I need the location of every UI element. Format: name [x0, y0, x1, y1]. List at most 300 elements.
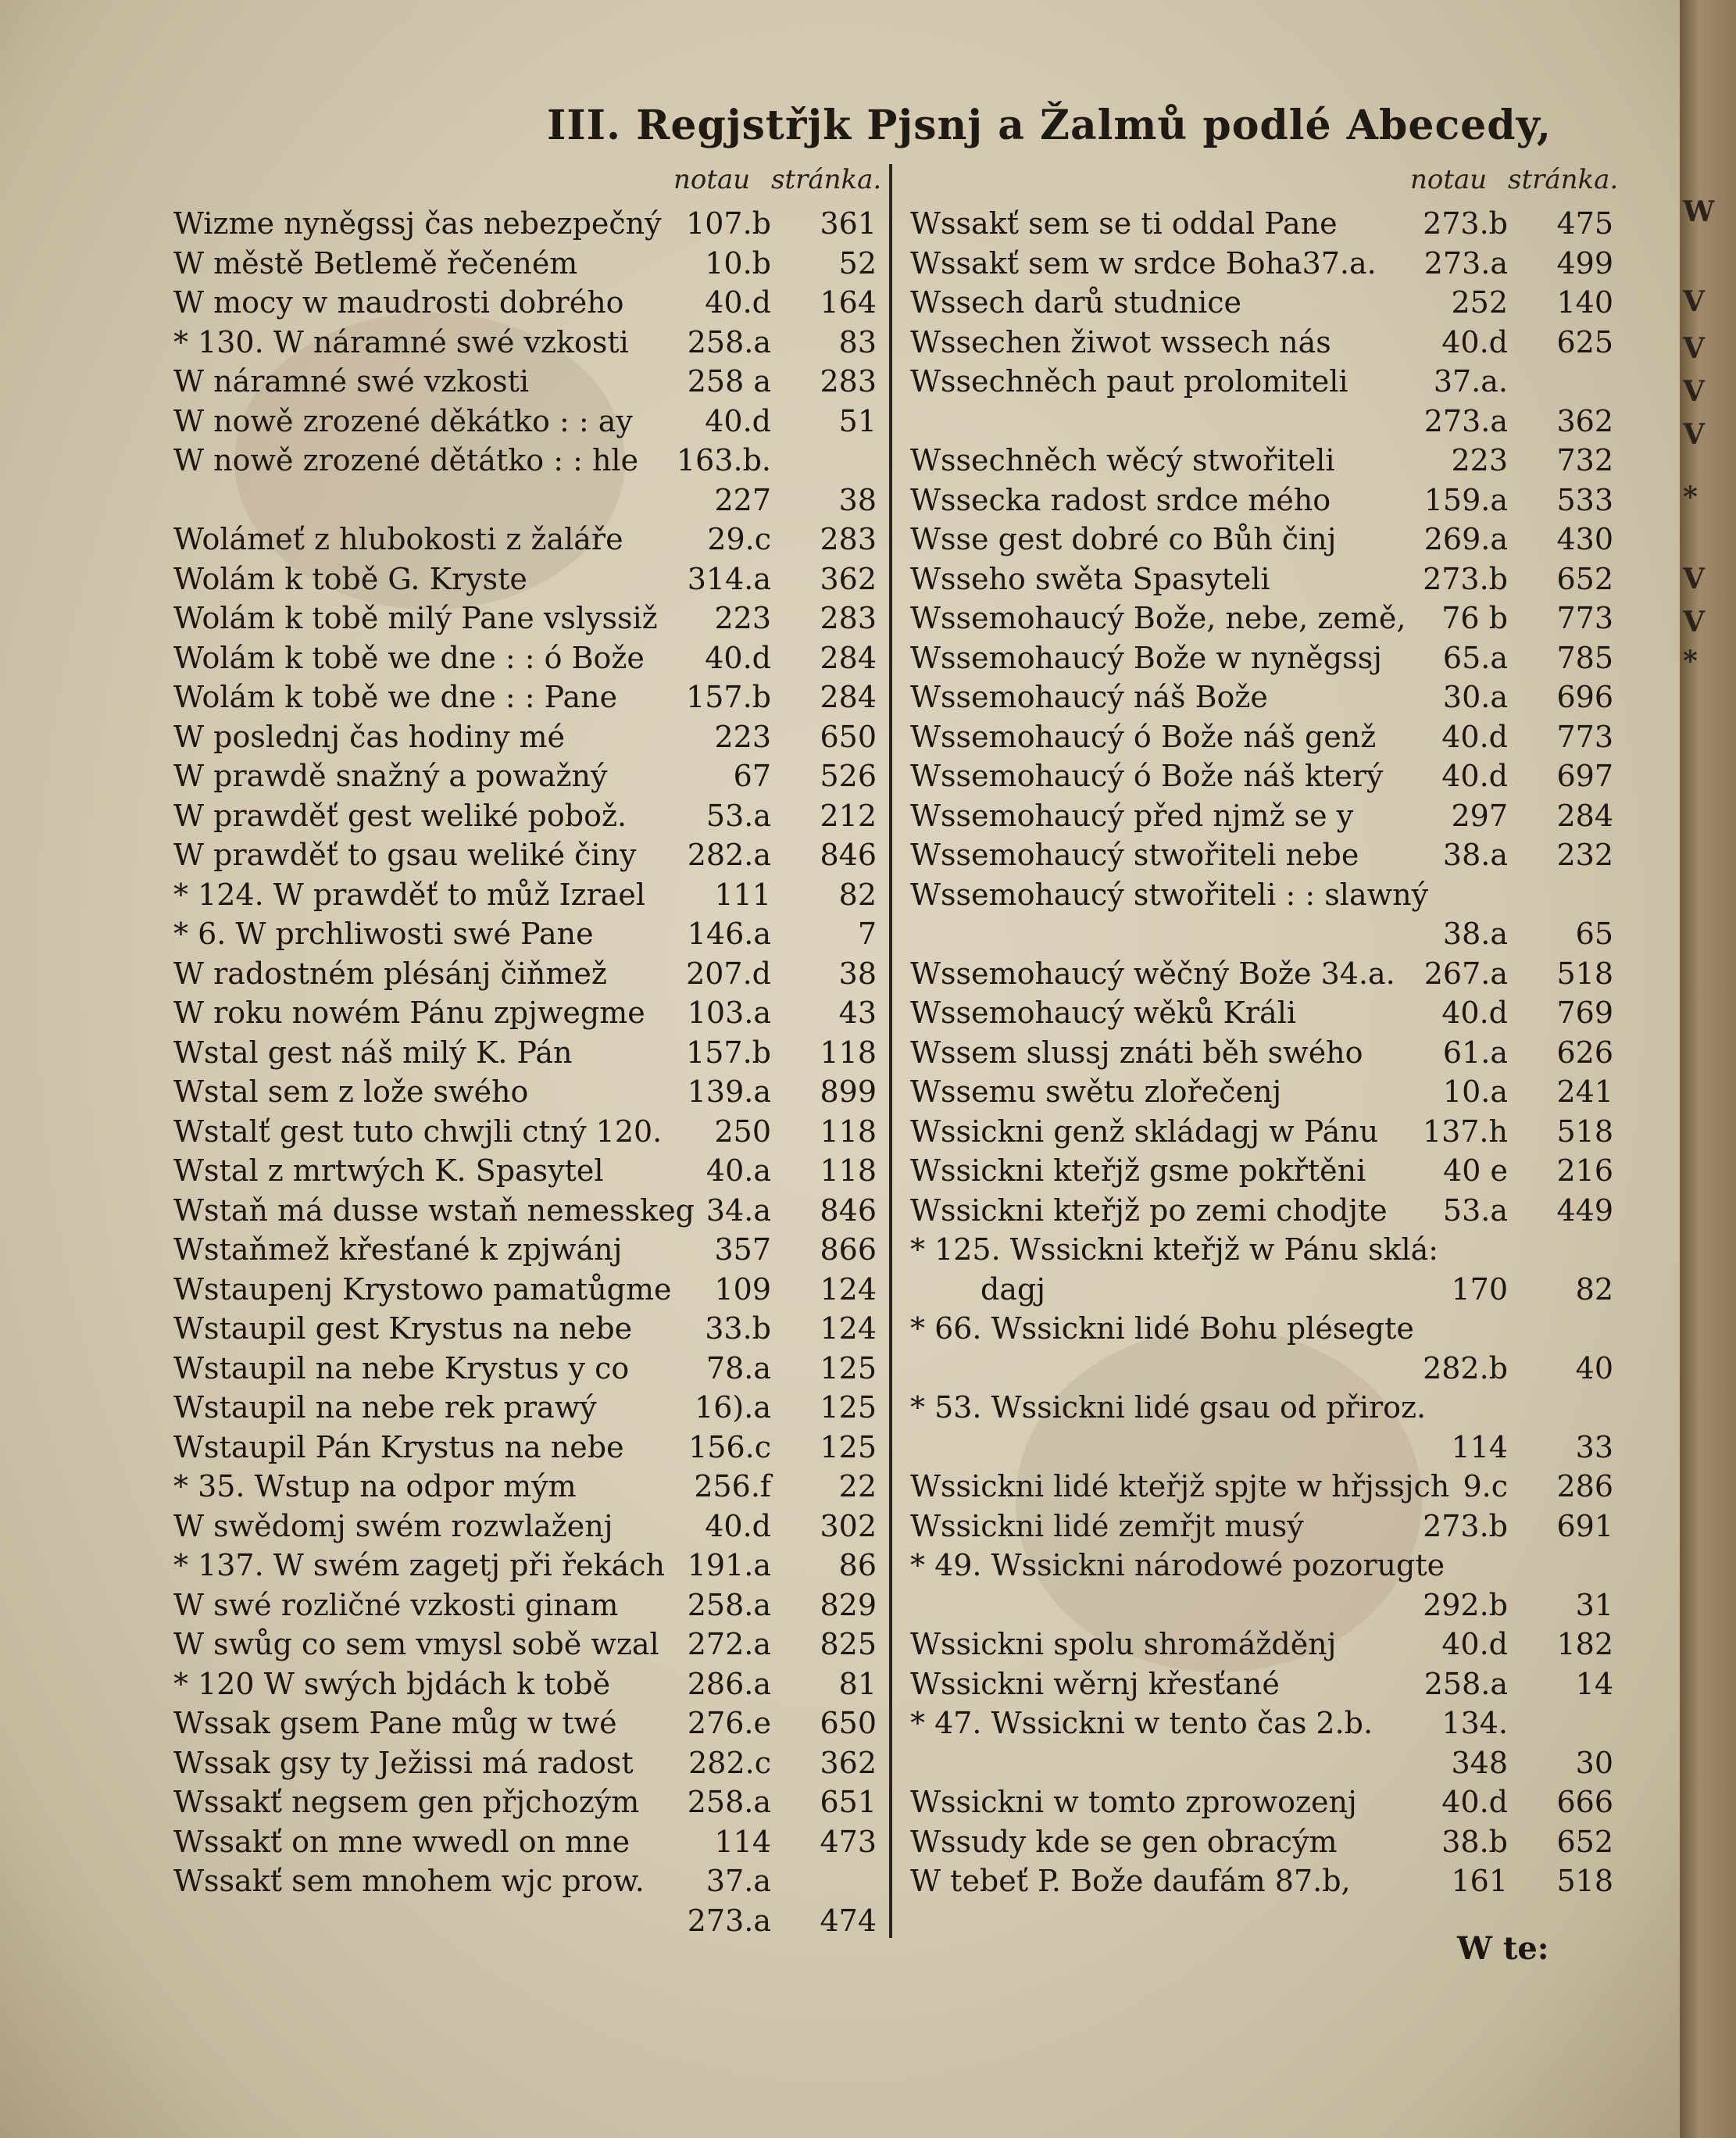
page-number: 650	[820, 719, 877, 754]
hymn-title: Wolám k tobě milý Pane vslyssiž	[173, 601, 658, 635]
hymn-title: * 124. W prawděť to můž Izrael	[173, 877, 646, 912]
hymn-title: Wstaupil Pán Krystus na nebe	[173, 1429, 624, 1464]
left-entries	[173, 203, 892, 1940]
page-number: 22	[838, 1469, 877, 1503]
notes-ref: 30.a	[1442, 680, 1508, 714]
page-number: 118	[820, 1153, 877, 1188]
notes-ref: 67	[733, 759, 771, 793]
notes-ref: 273.a	[1423, 245, 1508, 281]
page-number: 696	[1556, 680, 1613, 714]
hymn-title: Wssickni lidé kteřjž spjte w hřjssjch	[910, 1469, 1450, 1503]
page-number: 362	[1556, 403, 1613, 438]
notes-ref: 107.b	[686, 206, 771, 241]
page-number: 118	[820, 1035, 877, 1070]
hymn-title: Wssudy kde se gen obracým	[910, 1824, 1338, 1859]
index-entry	[910, 1308, 1629, 1348]
hymn-title: Wssechněch wěcý stwořiteli	[910, 443, 1335, 477]
index-entry	[910, 1624, 1629, 1664]
edge-glyph: *	[1683, 645, 1698, 678]
notes-ref: 29.c	[707, 522, 771, 556]
page-number: 475	[1556, 206, 1613, 241]
notes-ref: 38.a	[1442, 838, 1508, 872]
hymn-title: Wssickni w tomto zprowozenj	[910, 1785, 1357, 1819]
hymn-title: Wssakť on mne wwedl on mne	[173, 1824, 630, 1859]
page-number: 283	[820, 522, 877, 556]
notes-ref: 282.c	[688, 1745, 771, 1780]
index-entry	[910, 1427, 1629, 1467]
notes-ref: 134.	[1441, 1706, 1508, 1740]
index-entry	[910, 677, 1629, 717]
index-entry	[173, 1032, 892, 1072]
index-entry	[173, 1229, 892, 1269]
notes-ref: 157.b	[686, 680, 771, 714]
index-entry	[173, 1427, 892, 1467]
page-number: 829	[820, 1587, 877, 1622]
index-entry	[173, 1743, 892, 1782]
index-entry	[910, 1229, 1629, 1269]
notes-ref: 109	[714, 1271, 771, 1307]
page-number: 51	[838, 403, 877, 438]
index-entry	[910, 835, 1629, 874]
index-entry	[173, 1585, 892, 1625]
index-entry	[173, 1190, 892, 1230]
index-entry	[910, 1743, 1629, 1782]
hymn-title: Wssemohaucý náš Bože	[910, 680, 1268, 714]
page-number: 38	[838, 482, 877, 517]
hymn-title: Wstaupil na nebe rek prawý	[173, 1390, 597, 1425]
index-entry	[173, 1703, 892, 1743]
page-number: 31	[1575, 1587, 1613, 1622]
edge-glyph: V	[1683, 606, 1705, 638]
hymn-title: W nowě zrozené dětátko : : hle	[173, 443, 639, 477]
page-number: 773	[1556, 601, 1613, 635]
hymn-title: Wssickni kteřjž po zemi chodjte	[910, 1192, 1388, 1228]
notes-ref: 40.d	[1441, 324, 1508, 359]
hymn-title: Wolámeť z hlubokosti z žaláře	[173, 522, 623, 556]
page-number: 140	[1556, 285, 1613, 320]
index-entry	[173, 913, 892, 953]
hymn-title: Wssemohaucý ó Bože náš genž	[910, 719, 1377, 754]
hymn-title: Wsse gest dobré co Bůh činj	[910, 522, 1337, 556]
hymn-title: Wstaupil na nebe Krystus y co	[173, 1350, 630, 1385]
hymn-title: Wssickni wěrnj křesťané	[910, 1666, 1280, 1701]
page-number: 125	[820, 1350, 877, 1385]
page-number: 732	[1556, 443, 1613, 477]
page-number: 216	[1556, 1153, 1613, 1188]
index-entry	[910, 1664, 1629, 1704]
page-number: 846	[820, 838, 877, 872]
page-number: 125	[820, 1390, 877, 1425]
notes-ref: 269.a	[1423, 522, 1508, 556]
index-entry	[910, 1466, 1629, 1506]
page-number: 625	[1556, 324, 1613, 359]
hymn-title: * 130. W náramné swé vzkosti	[173, 324, 629, 359]
index-entry	[173, 717, 892, 756]
notes-ref: 157.b	[686, 1035, 771, 1070]
hymn-title: Wssemohaucý stwořiteli : : slawný	[910, 877, 1429, 912]
index-entry	[173, 1545, 892, 1585]
notes-ref: 170	[1451, 1271, 1508, 1307]
index-entry	[910, 1190, 1629, 1230]
hymn-title: * 66. Wssickni lidé Bohu plésegte	[910, 1311, 1414, 1346]
hymn-title: Wssemu swětu zlořečenj	[910, 1074, 1282, 1109]
hymn-title: Wssemohaucý Bože, nebe, země,	[910, 601, 1406, 635]
index-entry	[173, 440, 892, 480]
notes-ref: 207.d	[686, 956, 771, 991]
index-entry	[910, 243, 1629, 283]
notes-ref: 273.b	[1423, 206, 1508, 241]
index-entry	[173, 361, 892, 401]
index-entry	[910, 874, 1629, 914]
index-entry	[173, 835, 892, 874]
index-entry	[173, 992, 892, 1032]
index-entry	[910, 1782, 1629, 1822]
page-number: 284	[820, 680, 877, 714]
notes-ref: 267.a	[1423, 956, 1508, 991]
hymn-title: Wssemohaucý ó Bože náš který	[910, 759, 1384, 793]
hymn-title: Wstal gest náš milý K. Pán	[173, 1035, 573, 1070]
notes-ref: 40.d	[1441, 719, 1508, 754]
notes-ref: 297	[1451, 798, 1508, 833]
notes-ref: 40.d	[705, 403, 771, 438]
page-number: 361	[820, 206, 877, 241]
page-number: 124	[820, 1271, 877, 1307]
index-entry	[173, 1150, 892, 1190]
notes-ref: 37.a.	[1433, 364, 1508, 399]
index-entry	[910, 1387, 1629, 1427]
index-entry	[173, 1506, 892, 1546]
edge-glyph: V	[1683, 418, 1705, 451]
index-entry	[910, 638, 1629, 678]
page-number: 164	[820, 285, 877, 320]
notes-ref: 40.d	[1441, 759, 1508, 793]
page-number: 430	[1556, 522, 1613, 556]
page-number: 38	[838, 956, 877, 991]
hymn-title: Wssickni kteřjž gsme pokřtěni	[910, 1153, 1366, 1188]
page-number: 43	[838, 996, 877, 1030]
hymn-title: Wssecka radost srdce mého	[910, 482, 1331, 517]
index-entry	[910, 1111, 1629, 1151]
notes-ref: 40.a	[705, 1153, 771, 1188]
notes-ref: 159.a	[1423, 482, 1508, 517]
notes-ref: 40.d	[1441, 1785, 1508, 1819]
page-number: 302	[820, 1508, 877, 1543]
page-number: 362	[820, 1745, 877, 1780]
index-entry	[910, 1032, 1629, 1072]
notes-ref: 292.b	[1423, 1587, 1508, 1622]
index-entry	[910, 913, 1629, 953]
index-entry	[910, 1585, 1629, 1625]
page-number: 241	[1556, 1074, 1613, 1109]
index-entry	[173, 953, 892, 993]
notes-ref: 258.a	[687, 324, 771, 359]
index-entry	[173, 598, 892, 638]
notes-ref: 40 e	[1443, 1153, 1508, 1188]
page-number: 284	[820, 640, 877, 675]
next-page-edge	[1680, 0, 1736, 2138]
notes-ref: 258 a	[687, 364, 771, 399]
page-number: 899	[820, 1074, 877, 1109]
notes-ref: 314.a	[687, 561, 771, 596]
notes-ref: 258.a	[1423, 1666, 1508, 1701]
page-number: 650	[820, 1706, 877, 1740]
page-number: 232	[1556, 838, 1613, 872]
page-number: 769	[1556, 996, 1613, 1030]
hymn-title: W poslednj čas hodiny mé	[173, 719, 566, 754]
hymn-title: Wstaň má dusse wstaň nemesskeg	[173, 1192, 695, 1228]
hymn-title: dagj	[981, 1271, 1046, 1307]
edge-glyph: V	[1683, 285, 1705, 318]
index-entry	[910, 598, 1629, 638]
hymn-title: Wssechen žiwot wssech nás	[910, 324, 1331, 359]
column-divider	[889, 164, 892, 1938]
index-entry	[173, 1664, 892, 1704]
notes-ref: 258.a	[687, 1785, 771, 1819]
hymn-title: W nowě zrozené děkátko : : ay	[173, 403, 633, 438]
hymn-title: W roku nowém Pánu zpjwegme	[173, 996, 645, 1030]
notes-ref: 146.a	[687, 917, 771, 951]
edge-glyph: V	[1683, 375, 1705, 408]
index-entry	[910, 480, 1629, 520]
hymn-title: * 6. W prchliwosti swé Pane	[173, 917, 594, 951]
page-title: III. Regjstřjk Pjsnj a Žalmů podlé Abecedy,	[547, 102, 1552, 149]
index-entry	[173, 677, 892, 717]
notes-ref: 272.a	[687, 1627, 771, 1661]
index-entry	[173, 756, 892, 795]
hymn-title: Wolám k tobě we dne : : Pane	[173, 680, 618, 714]
page-column-label: stránka.	[1508, 164, 1619, 195]
hymn-title: Wstal z mrtwých K. Spasytel	[173, 1153, 604, 1188]
index-entry	[173, 795, 892, 835]
index-entry	[173, 1111, 892, 1151]
index-entry	[173, 1308, 892, 1348]
notes-ref: 103.a	[687, 996, 771, 1030]
index-entry	[910, 559, 1629, 599]
index-entry	[910, 1545, 1629, 1585]
hymn-title: * 47. Wssickni w tento čas 2.b.	[910, 1706, 1373, 1740]
notes-ref: 53.a	[705, 798, 771, 833]
hymn-title: W městě Betlemě řečeném	[173, 245, 578, 281]
page-number: 533	[1556, 482, 1613, 517]
index-entry	[910, 992, 1629, 1032]
page-number: 283	[820, 601, 877, 635]
page-number: 785	[1556, 640, 1613, 675]
index-entry	[910, 1348, 1629, 1388]
page-number: 52	[838, 245, 877, 281]
notes-ref: 250	[714, 1114, 771, 1149]
notes-ref: 78.a	[705, 1350, 771, 1385]
notes-ref: 40.d	[1441, 996, 1508, 1030]
index-entry	[173, 1624, 892, 1664]
hymn-title: W swědomj swém rozwlaženj	[173, 1508, 613, 1543]
page-number: 473	[820, 1824, 877, 1859]
index-entry	[173, 480, 892, 520]
page-number: 697	[1556, 759, 1613, 793]
index-entry	[910, 440, 1629, 480]
notes-ref: 61.a	[1442, 1035, 1508, 1070]
right-index-column	[910, 164, 1629, 1900]
page-number: 499	[1556, 245, 1613, 281]
page-number: 284	[1556, 798, 1613, 833]
notes-ref: 256.f	[694, 1469, 771, 1503]
notes-ref: 37.a	[705, 1864, 771, 1898]
hymn-title: * 49. Wssickni národowé pozorugte	[910, 1548, 1445, 1582]
index-entry	[910, 1506, 1629, 1546]
index-entry	[910, 203, 1629, 243]
notes-ref: 111	[714, 877, 771, 912]
index-entry	[173, 1822, 892, 1861]
index-entry	[173, 282, 892, 322]
edge-glyph: *	[1683, 481, 1698, 513]
page-number: 182	[1556, 1627, 1613, 1661]
notes-ref: 40.d	[705, 285, 771, 320]
hymn-title: W radostném plésánj čiňmež	[173, 956, 607, 991]
hymn-title: Wolám k tobě G. Kryste	[173, 561, 527, 596]
hymn-title: * 120 W swých bjdách k tobě	[173, 1666, 611, 1701]
hymn-title: * 137. W swém zagetj při řekách	[173, 1548, 665, 1582]
index-entry	[173, 519, 892, 559]
page-number: 212	[820, 798, 877, 833]
catchword: W te:	[1457, 1930, 1549, 1967]
page-number: 652	[1556, 561, 1613, 596]
page-number: 33	[1575, 1429, 1613, 1464]
hymn-title: W tebeť P. Bože daufám 87.b,	[910, 1864, 1351, 1898]
right-entries	[910, 203, 1629, 1900]
left-index-column	[173, 164, 892, 1940]
notes-ref: 163.b.	[676, 443, 771, 477]
page-column-label: stránka.	[771, 164, 882, 195]
hymn-title: W swé rozličné vzkosti ginam	[173, 1587, 619, 1622]
notes-ref: 273.b	[1423, 1508, 1508, 1543]
notes-ref: 114	[714, 1824, 771, 1859]
notes-ref: 223	[714, 601, 771, 635]
page-number: 81	[838, 1666, 877, 1701]
page-number: 125	[820, 1429, 877, 1464]
notes-ref: 53.a	[1442, 1192, 1508, 1228]
index-entry	[910, 1071, 1629, 1111]
page-number: 118	[820, 1114, 877, 1149]
hymn-title: Wssak gsem Pane můg w twé	[173, 1706, 617, 1740]
notes-ref: 191.a	[687, 1548, 771, 1582]
notes-ref: 252	[1451, 285, 1508, 320]
notes-ref: 139.a	[687, 1074, 771, 1109]
notes-ref: 38.b	[1441, 1824, 1508, 1859]
hymn-title: Wssech darů studnice	[910, 285, 1242, 320]
hymn-title: W prawděť gest weliké pobož.	[173, 798, 627, 833]
notes-ref: 282.b	[1423, 1350, 1508, 1385]
index-entry	[910, 282, 1629, 322]
notes-ref: 273.a	[1423, 403, 1508, 438]
page-number: 691	[1556, 1508, 1613, 1543]
hymn-title: Wssickni lidé zemřjt musý	[910, 1508, 1304, 1543]
hymn-title: Wssemohaucý stwořiteli nebe	[910, 838, 1359, 872]
index-entry	[910, 1269, 1629, 1309]
index-entry	[910, 401, 1629, 441]
page-number: 526	[820, 759, 877, 793]
hymn-title: Wizme nyněgssj čas nebezpečný	[173, 206, 662, 241]
hymn-title: Wssemohaucý wěků Králi	[910, 996, 1296, 1030]
index-entry	[173, 1861, 892, 1900]
page-number: 7	[857, 917, 877, 951]
page-number: 124	[820, 1311, 877, 1346]
page-number: 283	[820, 364, 877, 399]
notes-ref: 40.d	[1441, 1627, 1508, 1661]
notes-ref: 38.a	[1442, 917, 1508, 951]
column-header	[173, 164, 892, 203]
hymn-title: Wssechněch paut prolomiteli	[910, 364, 1348, 399]
hymn-title: Wstaňmež křesťané k zpjwánj	[173, 1232, 623, 1267]
edge-glyph: V	[1683, 332, 1705, 365]
page-number: 65	[1575, 917, 1613, 951]
page-number: 86	[838, 1548, 877, 1582]
index-entry	[173, 401, 892, 441]
notes-ref: 9.c	[1463, 1469, 1508, 1503]
hymn-title: Wstaupil gest Krystus na nebe	[173, 1311, 633, 1346]
notes-ref: 33.b	[705, 1311, 771, 1346]
index-entry	[910, 361, 1629, 401]
page-number: 82	[1575, 1271, 1613, 1307]
notes-ref: 286.a	[687, 1666, 771, 1701]
hymn-title: Wssickni spolu shromážděnj	[910, 1627, 1337, 1661]
index-entry	[173, 1466, 892, 1506]
hymn-title: W swůg co sem vmysl sobě wzal	[173, 1627, 659, 1661]
index-entry	[173, 559, 892, 599]
page-number: 474	[820, 1903, 877, 1938]
hymn-title: Wolám k tobě we dne : : ó Bože	[173, 640, 645, 675]
index-entry	[910, 322, 1629, 362]
notes-ref: 10.b	[705, 245, 771, 281]
hymn-title: Wssem slussj znáti běh swého	[910, 1035, 1363, 1070]
hymn-title: Wssemohaucý wěčný Bože 34.a.	[910, 956, 1395, 991]
page-number: 773	[1556, 719, 1613, 754]
notes-ref: 348	[1451, 1745, 1508, 1780]
hymn-title: Wssak gsy ty Ježissi má radost	[173, 1745, 634, 1780]
notes-ref: 273.a	[687, 1903, 771, 1938]
page-number: 40	[1575, 1350, 1613, 1385]
index-entry	[173, 203, 892, 243]
notes-ref: 156.c	[688, 1429, 771, 1464]
notes-column-label: notau	[673, 164, 751, 195]
notes-ref: 357	[714, 1232, 771, 1267]
index-entry	[910, 953, 1629, 993]
edge-glyph: W	[1683, 195, 1715, 228]
notes-ref: 227	[714, 482, 771, 517]
notes-ref: 223	[714, 719, 771, 754]
hymn-title: * 53. Wssickni lidé gsau od přiroz.	[910, 1390, 1427, 1425]
hymn-title: Wssakť sem mnohem wjc prow.	[173, 1864, 645, 1898]
index-entry	[910, 795, 1629, 835]
hymn-title: * 35. Wstup na odpor mým	[173, 1469, 577, 1503]
page-number: 518	[1556, 1864, 1613, 1898]
index-entry	[173, 1387, 892, 1427]
edge-glyph: V	[1683, 563, 1705, 595]
notes-ref: 16).a	[695, 1390, 771, 1425]
index-entry	[910, 1150, 1629, 1190]
notes-ref: 40.d	[705, 1508, 771, 1543]
page-number: 846	[820, 1192, 877, 1228]
page-number: 83	[838, 324, 877, 359]
page-number: 286	[1556, 1469, 1613, 1503]
hymn-title: Wsseho swěta Spasyteli	[910, 561, 1270, 596]
hymn-title: W prawdě snažný a powažný	[173, 759, 608, 793]
hymn-title: W mocy w maudrosti dobrého	[173, 285, 624, 320]
notes-ref: 76 b	[1441, 601, 1508, 635]
index-entry	[910, 756, 1629, 795]
notes-ref: 161	[1451, 1864, 1508, 1898]
notes-ref: 273.b	[1423, 561, 1508, 596]
notes-ref: 40.d	[705, 640, 771, 675]
index-entry	[173, 1071, 892, 1111]
